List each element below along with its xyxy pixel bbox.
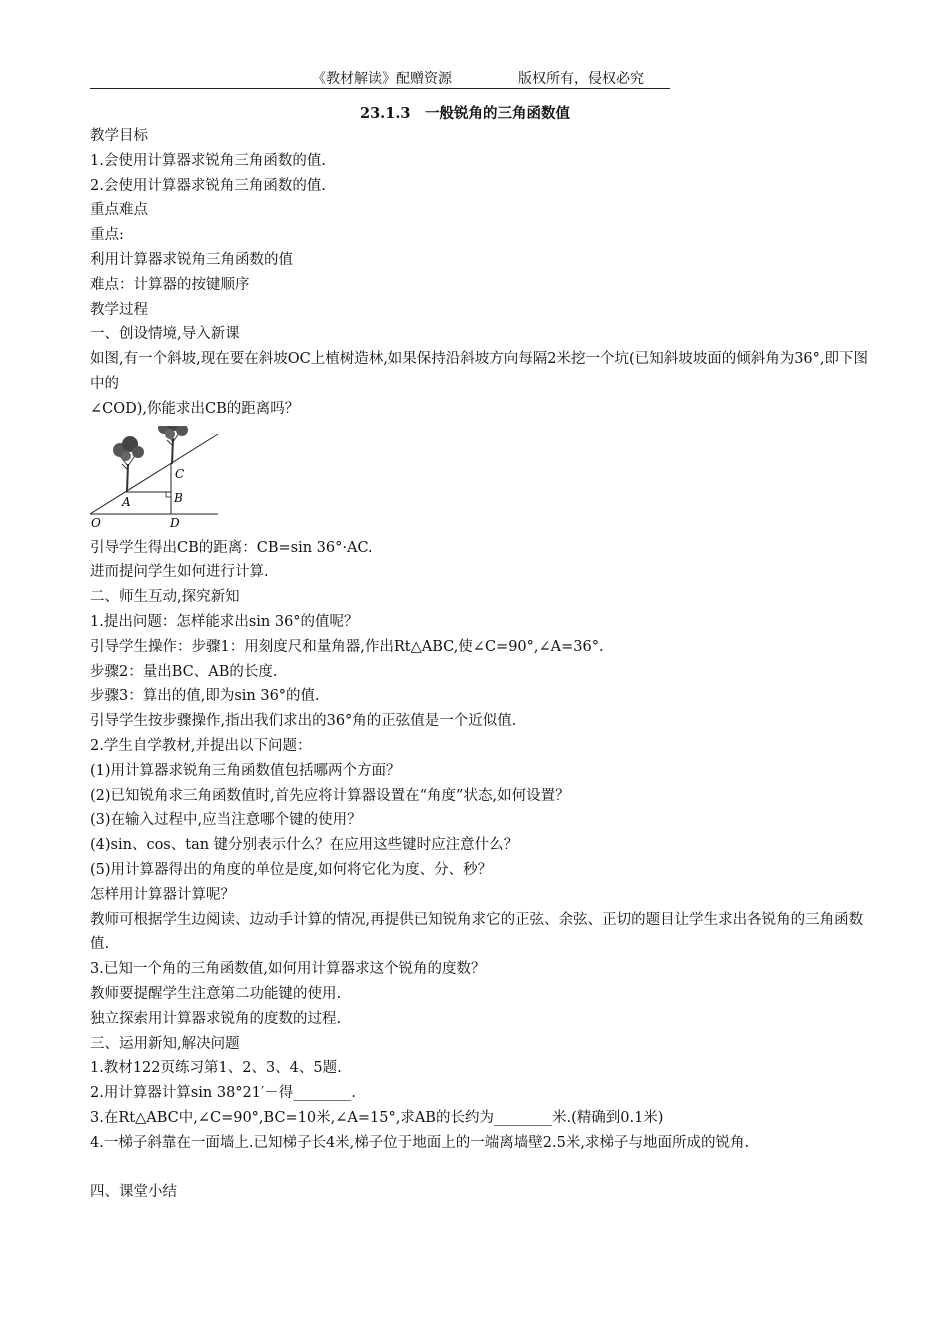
label-b: B xyxy=(174,490,183,505)
question-item: (4)sin、cos、tan 键分别表示什么？在应用这些键时应注意什么？ xyxy=(90,837,519,854)
label-o: O xyxy=(91,515,101,530)
paragraph: 步骤3：算出的值,即为sin 36°的值. xyxy=(90,688,320,705)
section-heading: 重点难点 xyxy=(90,202,148,219)
paragraph: 引导学生得出CB的距离：CB=sin 36°·AC. xyxy=(90,539,373,556)
paragraph: 教师要提醒学生注意第二功能键的使用. xyxy=(90,985,342,1002)
spacer xyxy=(90,1155,870,1180)
paragraph: 2.会使用计算器求锐角三角函数的值. xyxy=(90,177,326,194)
paragraph: 2.学生自学教材,并提出以下问题： xyxy=(90,737,312,754)
paragraph: 引导学生操作：步骤1：用刻度尺和量角器,作出Rt△ABC,使∠C=90°,∠A=36°. xyxy=(90,638,604,655)
slope-diagram xyxy=(90,426,230,530)
question-item: (5)用计算器得出的角度的单位是度,如何将它化为度、分、秒？ xyxy=(90,861,493,878)
paragraph: 难点：计算器的按键顺序 xyxy=(90,276,250,293)
exercise-item: 4.一梯子斜靠在一面墙上.已知梯子长4米,梯子位于地面上的一端离墙壁2.5米,求梯子与地面所成的锐角. xyxy=(90,1134,750,1151)
question-item: (3)在输入过程中,应当注意哪个键的使用？ xyxy=(90,812,362,829)
slope-line xyxy=(90,434,218,514)
header-source: 《教材解读》配赠资源 xyxy=(312,71,452,87)
paragraph: 步骤2：量出BC、AB的长度. xyxy=(90,663,278,680)
document-body xyxy=(90,124,870,1205)
tree-icon xyxy=(158,426,188,464)
paragraph: ∠COD),你能求出CB的距离吗？ xyxy=(90,400,300,417)
section-heading: 三、运用新知,解决问题 xyxy=(90,1035,240,1052)
header-copyright: 版权所有，侵权必究 xyxy=(518,71,644,87)
section-heading: 一、创设情境,导入新课 xyxy=(90,326,240,343)
question-item: (2)已知锐角求三角函数值时,首先应将计算器设置在“角度”状态,如何设置？ xyxy=(90,787,570,804)
paragraph: 重点: xyxy=(90,227,124,244)
paragraph: 3.已知一个角的三角函数值,如何用计算器求这个锐角的度数？ xyxy=(90,961,486,978)
paragraph: 怎样用计算器计算呢？ xyxy=(90,886,235,903)
paragraph: 1.会使用计算器求锐角三角函数的值. xyxy=(90,152,326,169)
section-heading: 四、课堂小结 xyxy=(90,1184,177,1201)
paragraph: 1.提出问题：怎样能求出sin 36°的值呢？ xyxy=(90,613,359,630)
paragraph: 如图,有一个斜坡,现在要在斜坡OC上植树造林,如果保持沿斜坡方向每隔2米挖一个坑(已知斜坡坡面的倾斜角为36°,即下图中的 xyxy=(90,351,868,392)
exercise-item: 1.教材122页练习第1、2、3、4、5题. xyxy=(90,1060,342,1077)
right-angle-mark xyxy=(166,492,171,497)
section-heading: 教学过程 xyxy=(90,301,148,318)
label-a: A xyxy=(122,494,131,509)
paragraph: 教师可根据学生边阅读、边动手计算的情况,再提供已知锐角求它的正弦、余弦、正切的题目让学生求出各锐角的三角函数值. xyxy=(90,911,864,953)
paragraph: 利用计算器求锐角三角函数的值 xyxy=(90,251,293,268)
paragraph: 引导学生按步骤操作,指出我们求出的36°角的正弦值是一个近似值. xyxy=(90,713,517,730)
paragraph: 独立探索用计算器求锐角的度数的过程. xyxy=(90,1010,342,1027)
paragraph: 进而提问学生如何进行计算. xyxy=(90,564,269,581)
section-heading: 二、师生互动,探究新知 xyxy=(90,589,240,606)
exercise-item: 2.用计算器计算sin 38°21′－得________. xyxy=(90,1085,356,1102)
page-header xyxy=(90,66,670,89)
slope-figure xyxy=(90,426,230,530)
page-title: 23.1.3 一般锐角的三角函数值 xyxy=(360,105,570,122)
exercise-item: 3.在Rt△ABC中,∠C=90°,BC=10米,∠A=15°,求AB的长约为________米.(精确到0.1米) xyxy=(90,1109,664,1126)
label-d: D xyxy=(170,515,180,530)
question-item: (1)用计算器求锐角三角函数值包括哪两个方面？ xyxy=(90,762,401,779)
label-c: C xyxy=(175,466,185,481)
section-heading: 教学目标 xyxy=(90,128,148,144)
